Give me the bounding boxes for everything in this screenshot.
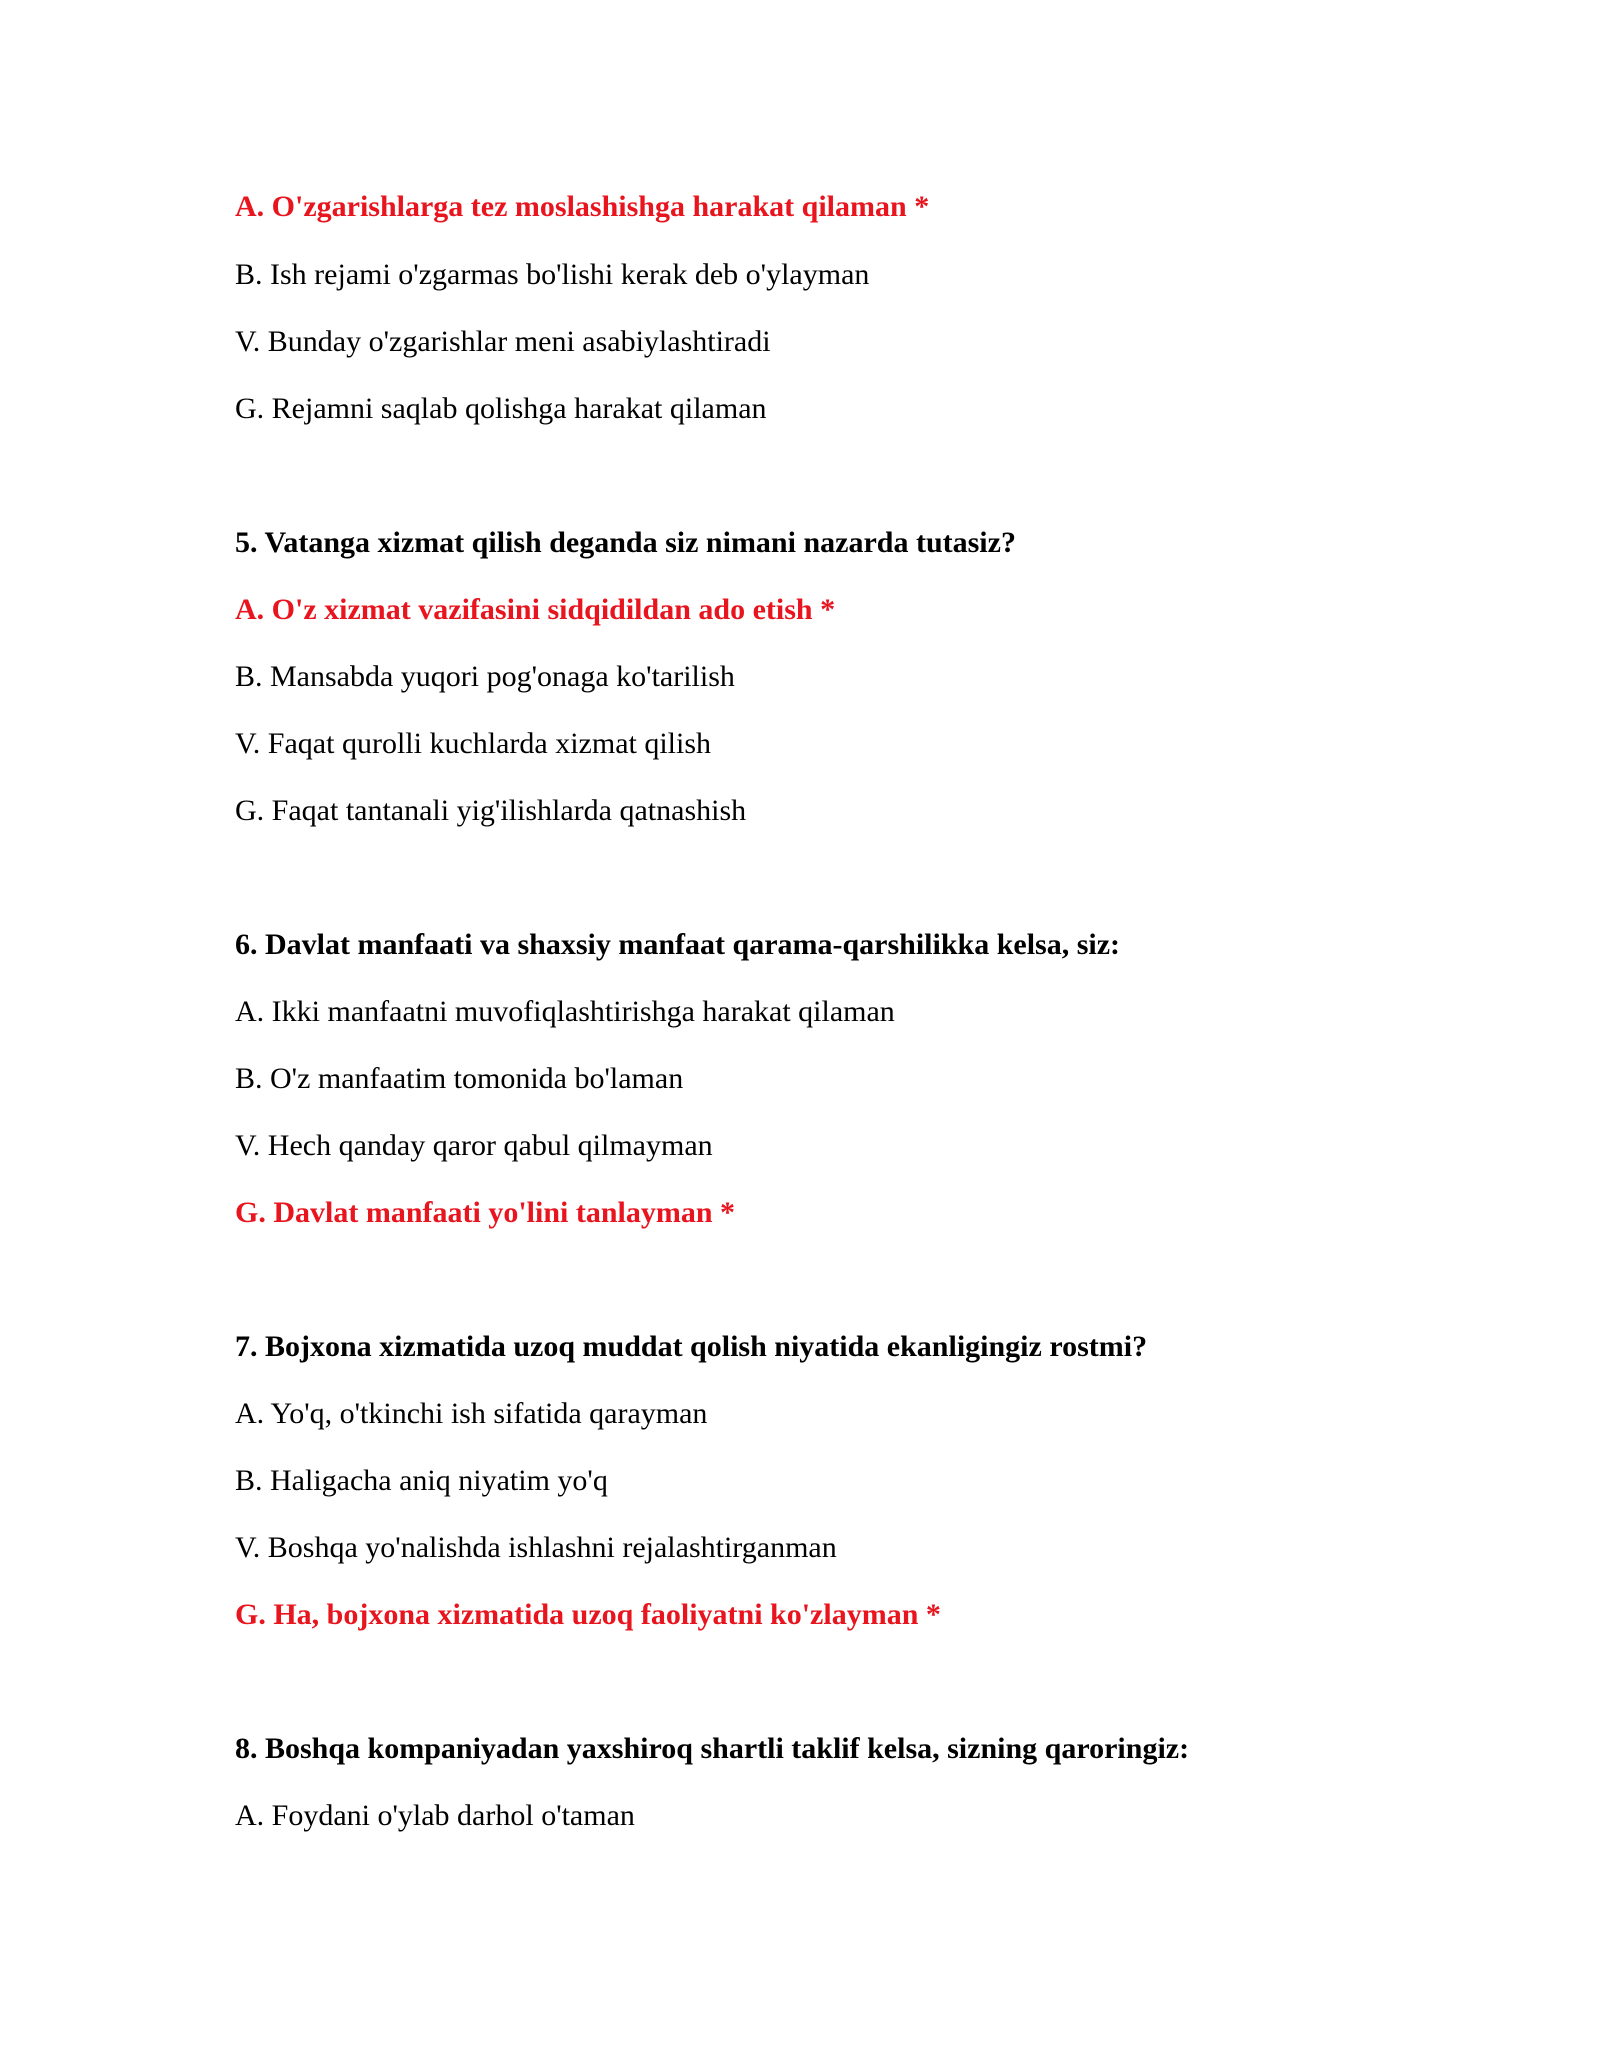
option-q5-b: B. Mansabda yuqori pog'onaga ko'tarilish bbox=[235, 660, 735, 693]
option-q5-v: V. Faqat qurolli kuchlarda xizmat qilish bbox=[235, 727, 712, 760]
option-q8-a: A. Foydani o'ylab darhol o'taman bbox=[235, 1799, 635, 1832]
question-7-text: 7. Bojxona xizmatida uzoq muddat qolish niyatida ekanligingiz rostmi? bbox=[235, 1330, 1148, 1363]
option-q6-b: B. O'z manfaatim tomonida bo'laman bbox=[235, 1062, 684, 1095]
option-q6-a: A. Ikki manfaatni muvofiqlashtirishga harakat qilaman bbox=[235, 995, 895, 1028]
question-6-text: 6. Davlat manfaati va shaxsiy manfaat qarama-qarshilikka kelsa, siz: bbox=[235, 928, 1121, 961]
option-q4-b: B. Ish rejami o'zgarmas bo'lishi kerak deb o'ylayman bbox=[235, 258, 870, 291]
option-q4-v: V. Bunday o'zgarishlar meni asabiylashtiradi bbox=[235, 325, 771, 358]
option-q7-v: V. Boshqa yo'nalishda ishlashni rejalashtirganman bbox=[235, 1531, 837, 1564]
option-q6-v: V. Hech qanday qaror qabul qilmayman bbox=[235, 1129, 713, 1162]
option-q7-g: G. Ha, bojxona xizmatida uzoq faoliyatni ko'zlayman * bbox=[235, 1598, 941, 1631]
option-q7-b: B. Haligacha aniq niyatim yo'q bbox=[235, 1464, 608, 1497]
option-q5-a: A. O'z xizmat vazifasini sidqidildan ado etish * bbox=[235, 593, 836, 626]
option-q5-g: G. Faqat tantanali yig'ilishlarda qatnashish bbox=[235, 794, 747, 827]
question-5-text: 5. Vatanga xizmat qilish deganda siz nimani nazarda tutasiz? bbox=[235, 526, 1016, 559]
option-q4-a: A. O'zgarishlarga tez moslashishga harakat qilaman * bbox=[235, 190, 930, 223]
question-8-text: 8. Boshqa kompaniyadan yaxshiroq shartli taklif kelsa, sizning qaroringiz: bbox=[235, 1732, 1190, 1765]
option-q4-g: G. Rejamni saqlab qolishga harakat qilaman bbox=[235, 392, 767, 425]
option-q7-a: A. Yo'q, o'tkinchi ish sifatida qarayman bbox=[235, 1397, 708, 1430]
option-q6-g: G. Davlat manfaati yo'lini tanlayman * bbox=[235, 1196, 736, 1229]
